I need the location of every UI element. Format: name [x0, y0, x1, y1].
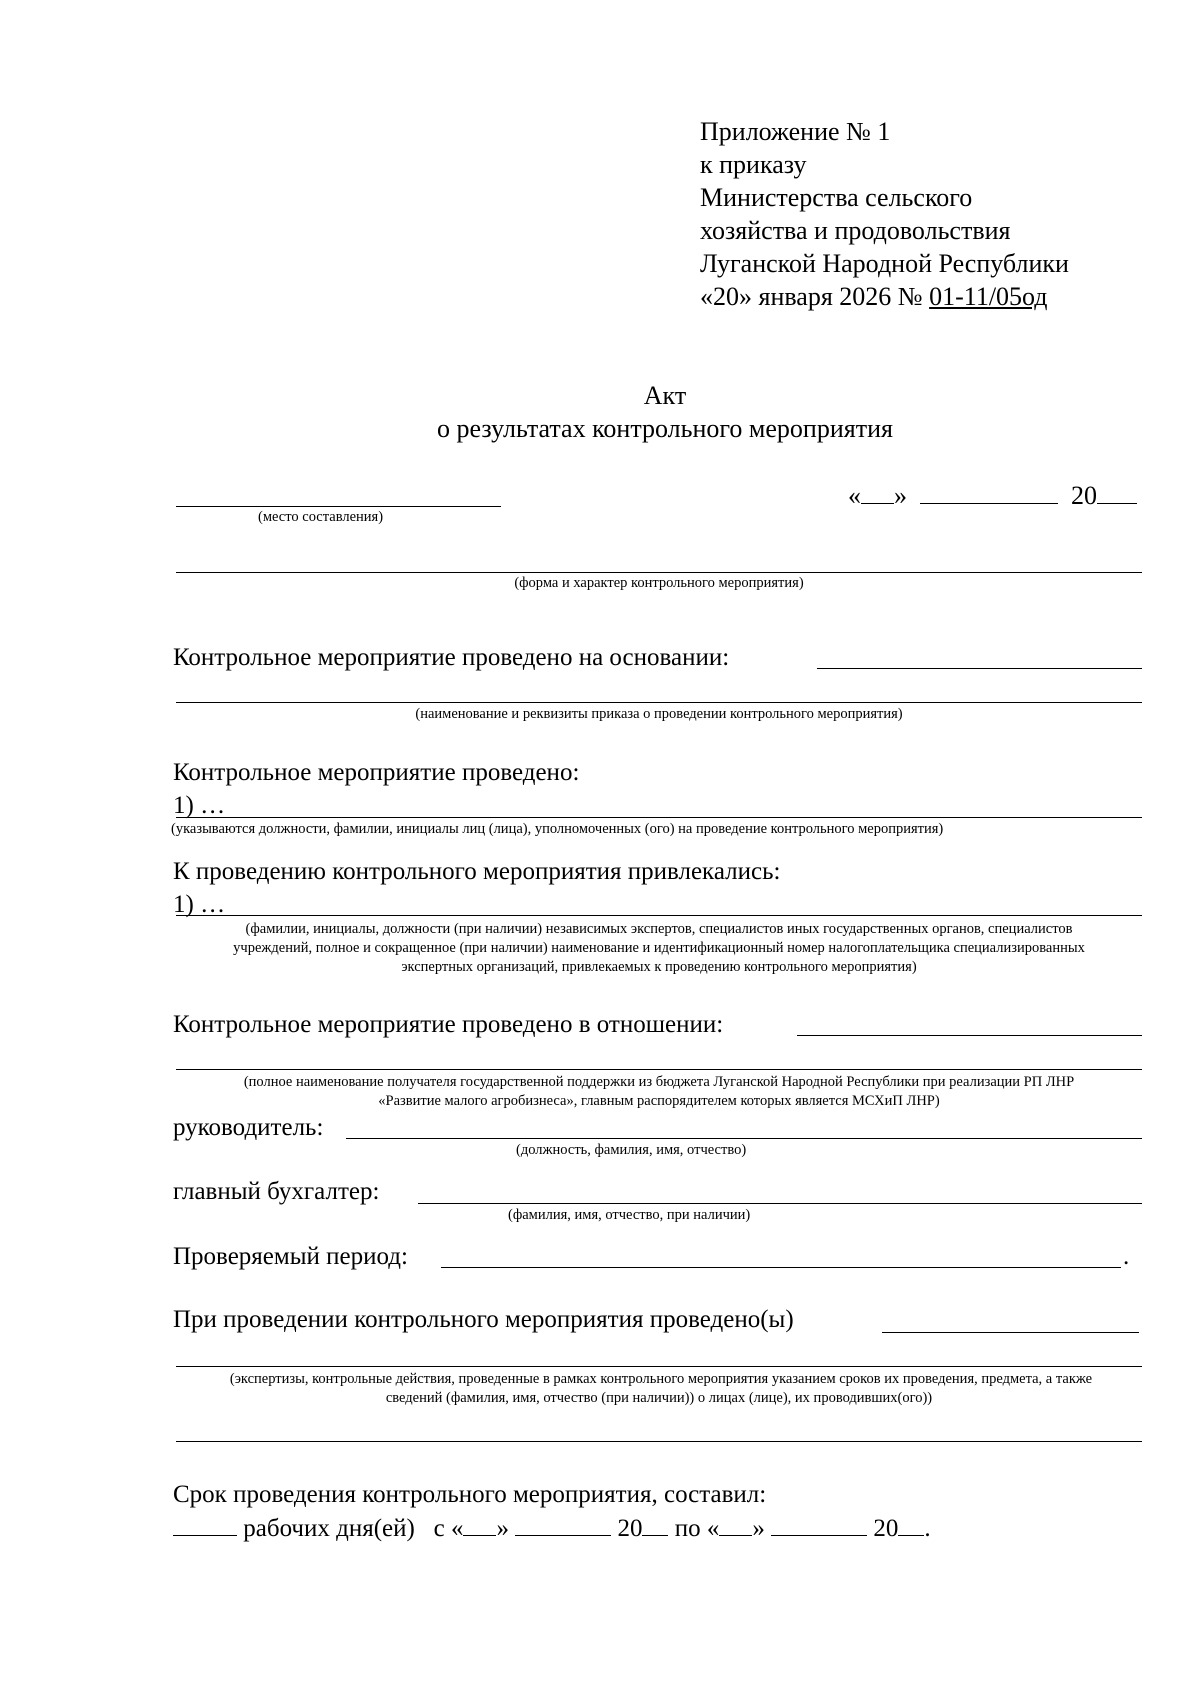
involved-caption-2: учреждений, полное и сокращенное (при наличии) наименование и идентификационный номер налогоплательщика специализированных: [233, 940, 1085, 956]
from-day-blank: [463, 1513, 496, 1536]
day-blank: [861, 481, 894, 504]
place-caption: (место составления): [258, 509, 384, 525]
involved-label: К проведению контрольного мероприятия привлекались:: [173, 858, 781, 885]
involved-line: [176, 915, 1142, 916]
to-day-blank: [719, 1513, 752, 1536]
document-subtitle: о результатах контрольного мероприятия: [437, 414, 893, 443]
duration-end: .: [924, 1515, 931, 1542]
to-open: по «: [674, 1515, 720, 1542]
to-month-blank: [771, 1513, 867, 1536]
order-number: 01-11/05од: [929, 282, 1048, 311]
accountant-line: [418, 1203, 1142, 1204]
from-year: 20: [617, 1515, 643, 1542]
date-field: [848, 480, 1137, 512]
duration-label: Срок проведения контрольного мероприятия, составил:: [173, 1481, 767, 1508]
date-close: »: [894, 481, 907, 510]
appendix-line-3: Министерства сельского: [700, 183, 973, 212]
regarding-caption-1: (полное наименование получателя государственной поддержки из бюджета Луганской Народной Республики при реализации РП ЛНР: [243, 1074, 1075, 1090]
month-blank: [920, 481, 1058, 504]
to-year-blank: [898, 1513, 924, 1536]
regarding-label: Контрольное мероприятие проведено в отношении:: [173, 1011, 724, 1038]
conducted-label: Контрольное мероприятие проведено:: [173, 759, 580, 786]
involved-item: 1) …: [173, 891, 226, 918]
regarding-line-1: [797, 1035, 1142, 1036]
year-prefix: 20: [1071, 481, 1097, 510]
actions-line-3: [176, 1441, 1142, 1442]
appendix-line-1: Приложение № 1: [700, 117, 891, 146]
appendix-line-5: Луганской Народной Республики: [700, 249, 1069, 278]
involved-caption-3: экспертных организаций, привлекаемых к проведению контрольного мероприятия): [401, 959, 917, 975]
document-title: Акт: [643, 381, 687, 410]
accountant-caption: (фамилия, имя, отчество, при наличии): [508, 1207, 751, 1223]
actions-line-2: [176, 1366, 1142, 1367]
from-close: »: [496, 1515, 509, 1542]
conducted-caption: (указываются должности, фамилии, инициалы лиц (лица), уполномоченных (ого) на проведение контрольного мероприятия): [171, 821, 944, 837]
basis-caption: (наименование и реквизиты приказа о проведении контрольного мероприятия): [415, 706, 903, 722]
appendix-date: «20» января 2026 №: [700, 282, 930, 311]
period-end: .: [1123, 1243, 1130, 1270]
days-blank: [173, 1513, 237, 1536]
year-blank: [1097, 481, 1137, 504]
actions-line-1: [882, 1332, 1139, 1333]
from-year-blank: [642, 1513, 668, 1536]
period-line: [441, 1267, 1121, 1268]
conducted-line: [176, 817, 1142, 818]
to-close: »: [752, 1515, 765, 1542]
date-open: «: [848, 481, 861, 510]
actions-caption-1: (экспертизы, контрольные действия, проведенные в рамках контрольного мероприятия указанием сроков их проведения, предмета, а также: [229, 1371, 1093, 1387]
accountant-label: главный бухгалтер:: [173, 1178, 380, 1205]
conducted-item: 1) …: [173, 792, 226, 819]
from-open: с «: [433, 1515, 464, 1542]
to-year: 20: [873, 1515, 899, 1542]
duration-row: [173, 1513, 931, 1544]
appendix-line-2: к приказу: [700, 150, 807, 179]
head-line: [346, 1138, 1142, 1139]
form-caption: (форма и характер контрольного мероприятия): [514, 575, 804, 591]
regarding-caption-2: «Развитие малого агробизнеса», главным распорядителем которых является МСХиП ЛНР): [378, 1093, 940, 1109]
from-month-blank: [515, 1513, 611, 1536]
head-caption: (должность, фамилия, имя, отчество): [516, 1142, 747, 1158]
form-line: [176, 572, 1142, 573]
actions-label: При проведении контрольного мероприятия проведено(ы): [173, 1306, 794, 1333]
basis-line-2: [176, 702, 1142, 703]
place-line: [176, 506, 501, 507]
period-label: Проверяемый период:: [173, 1243, 408, 1270]
actions-caption-2: сведений (фамилия, имя, отчество (при наличии)) о лицах (лице), их проводивших(ого)): [385, 1390, 933, 1406]
head-label: руководитель:: [173, 1114, 324, 1141]
basis-line-1: [817, 668, 1142, 669]
appendix-line-6: [700, 281, 1048, 313]
appendix-line-4: хозяйства и продовольствия: [700, 216, 1011, 245]
basis-label: Контрольное мероприятие проведено на основании:: [173, 644, 730, 671]
days-text: рабочих дня(ей): [243, 1515, 415, 1542]
regarding-line-2: [176, 1069, 1142, 1070]
involved-caption-1: (фамилии, инициалы, должности (при наличии) независимых экспертов, специалистов иных государственных органов, специалистов: [245, 921, 1073, 937]
